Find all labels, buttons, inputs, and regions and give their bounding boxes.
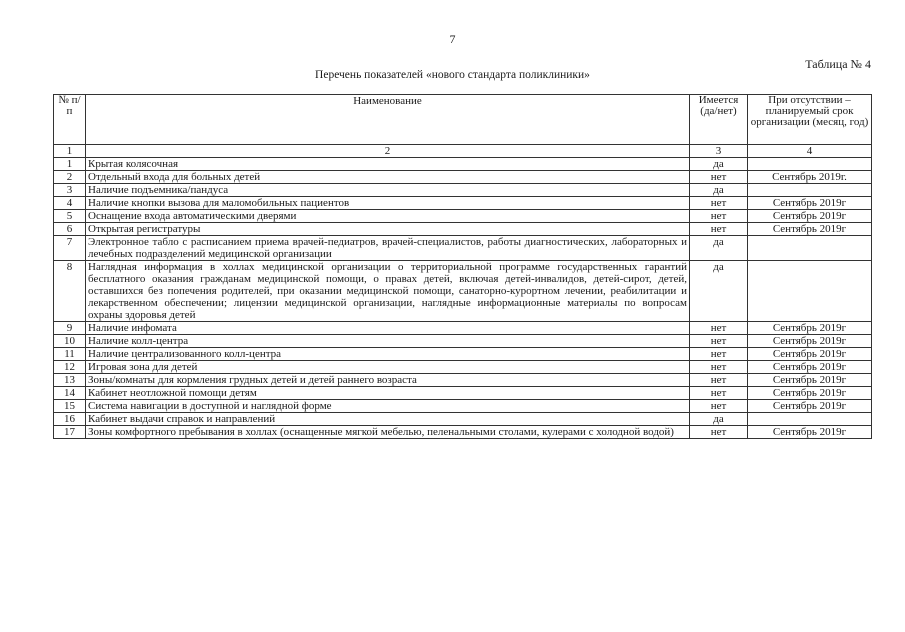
row-has: нет [690, 348, 748, 361]
row-name: Наличие кнопки вызова для маломобильных пациентов [86, 197, 690, 210]
table-row [54, 374, 872, 387]
row-has: нет [690, 361, 748, 374]
row-name: Наличие централизованного колл-центра [86, 348, 690, 361]
row-has: да [690, 261, 748, 322]
row-plan [748, 236, 872, 261]
row-has: да [690, 236, 748, 261]
table-row [54, 236, 872, 261]
row-number: 11 [54, 348, 86, 361]
row-name: Наличие подъемника/пандуса [86, 184, 690, 197]
row-name: Наглядная информация в холлах медицинской организации о территориальной программе государственных гарантий бесплатного оказания гражданам медицинской помощи, о правах детей, включая детей-инвалидов, детей-сирот, детей, оставшихся без попечения родителей, при оказании медицинской помощи, санаторно-курортном лечении, реабилитации и лекарственном обеспечении; лицензии медицинской организации, наглядные информационные материалы по вопросам охраны здоровья детей [86, 261, 690, 322]
table-header-row [54, 95, 872, 145]
row-number: 2 [54, 171, 86, 184]
row-has: нет [690, 374, 748, 387]
table-row [54, 261, 872, 322]
table-row [54, 171, 872, 184]
row-name: Зоны/комнаты для кормления грудных детей и детей раннего возраста [86, 374, 690, 387]
document-title: Перечень показателей «нового стандарта поликлиники» [315, 69, 590, 81]
table-body [54, 158, 872, 439]
header-name: Наименование [86, 95, 690, 145]
row-name: Электронное табло с расписанием приема врачей-педиатров, врачей-специалистов, работы диагностических, лабораторных и лечебных подразделений медицинской организации [86, 236, 690, 261]
row-plan: Сентябрь 2019г [748, 387, 872, 400]
row-name: Наличие колл-центра [86, 335, 690, 348]
row-plan: Сентябрь 2019г. [748, 171, 872, 184]
row-name: Крытая колясочная [86, 158, 690, 171]
row-has: да [690, 413, 748, 426]
table-label: Таблица № 4 [805, 57, 871, 71]
row-number: 16 [54, 413, 86, 426]
row-has: нет [690, 223, 748, 236]
row-name: Наличие инфомата [86, 322, 690, 335]
column-index: 3 [690, 145, 748, 158]
row-name: Кабинет неотложной помощи детям [86, 387, 690, 400]
table-row [54, 348, 872, 361]
row-plan [748, 413, 872, 426]
row-plan: Сентябрь 2019г [748, 197, 872, 210]
table-row [54, 426, 872, 439]
row-name: Зоны комфортного пребывания в холлах (оснащенные мягкой мебелью, пеленальными столами, кулерами с холодной водой) [86, 426, 690, 439]
row-plan: Сентябрь 2019г [748, 210, 872, 223]
row-number: 1 [54, 158, 86, 171]
row-plan [748, 261, 872, 322]
table-row [54, 197, 872, 210]
row-plan [748, 158, 872, 171]
row-has: нет [690, 426, 748, 439]
row-number: 4 [54, 197, 86, 210]
row-number: 15 [54, 400, 86, 413]
indicators-table [53, 94, 872, 439]
row-plan [748, 184, 872, 197]
row-plan: Сентябрь 2019г [748, 400, 872, 413]
row-plan: Сентябрь 2019г [748, 322, 872, 335]
row-plan: Сентябрь 2019г [748, 335, 872, 348]
row-has: нет [690, 322, 748, 335]
column-index: 4 [748, 145, 872, 158]
row-has: да [690, 184, 748, 197]
table-row [54, 158, 872, 171]
header-plan: При отсутствии – планируемый срок организации (месяц, год) [748, 95, 872, 145]
row-number: 9 [54, 322, 86, 335]
column-index-row [54, 145, 872, 158]
row-number: 7 [54, 236, 86, 261]
row-has: нет [690, 171, 748, 184]
table-row [54, 413, 872, 426]
table-row [54, 387, 872, 400]
row-name: Оснащение входа автоматическими дверями [86, 210, 690, 223]
row-name: Отдельный входа для больных детей [86, 171, 690, 184]
row-has: нет [690, 197, 748, 210]
row-number: 8 [54, 261, 86, 322]
page-number: 7 [449, 32, 456, 46]
row-has: нет [690, 210, 748, 223]
row-plan: Сентябрь 2019г [748, 348, 872, 361]
row-name: Кабинет выдачи справок и направлений [86, 413, 690, 426]
row-number: 3 [54, 184, 86, 197]
table-row [54, 223, 872, 236]
table-row [54, 361, 872, 374]
row-plan: Сентябрь 2019г [748, 426, 872, 439]
row-plan: Сентябрь 2019г [748, 361, 872, 374]
row-name: Игровая зона для детей [86, 361, 690, 374]
row-has: да [690, 158, 748, 171]
row-number: 5 [54, 210, 86, 223]
row-number: 10 [54, 335, 86, 348]
row-name: Открытая регистратуры [86, 223, 690, 236]
row-has: нет [690, 335, 748, 348]
row-number: 13 [54, 374, 86, 387]
row-plan: Сентябрь 2019г [748, 223, 872, 236]
table-row [54, 210, 872, 223]
table-row [54, 335, 872, 348]
row-number: 12 [54, 361, 86, 374]
row-number: 14 [54, 387, 86, 400]
row-number: 6 [54, 223, 86, 236]
table-row [54, 322, 872, 335]
row-number: 17 [54, 426, 86, 439]
table-row [54, 184, 872, 197]
row-has: нет [690, 387, 748, 400]
row-plan: Сентябрь 2019г [748, 374, 872, 387]
row-has: нет [690, 400, 748, 413]
header-has: Имеется (да/нет) [690, 95, 748, 145]
row-name: Система навигации в доступной и наглядной форме [86, 400, 690, 413]
table-row [54, 400, 872, 413]
header-num: № п/п [54, 95, 86, 145]
column-index: 2 [86, 145, 690, 158]
column-index: 1 [54, 145, 86, 158]
